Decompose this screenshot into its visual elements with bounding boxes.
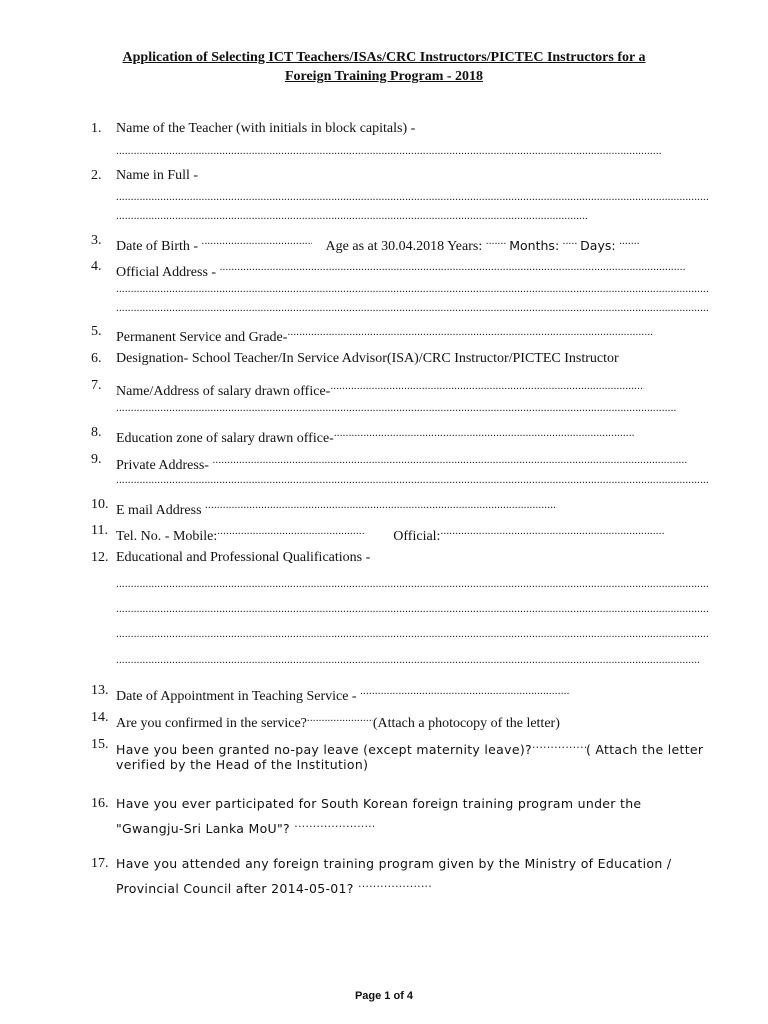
item-label-official-address: Official Address -	[116, 265, 217, 280]
item-label-private-address: Private Address-	[116, 458, 209, 473]
full-name-field-line-1[interactable]	[116, 188, 708, 206]
official-phone-label: Official:	[393, 529, 441, 544]
qualifications-field-line-2[interactable]	[116, 600, 708, 618]
item-number: 8.	[91, 425, 102, 440]
item-education-zone	[116, 424, 634, 448]
appointment-date-field[interactable]	[360, 682, 570, 700]
no-pay-leave-note: ( Attach the letter	[585, 742, 704, 757]
age-label: Age as at 30.04.2018 Years:	[325, 239, 483, 254]
item-label-teacher-name: Name of the Teacher (with initials in block capitals) -	[116, 121, 416, 136]
official-address-field-line-3[interactable]	[116, 299, 708, 317]
qualifications-field-line-4[interactable]	[116, 651, 700, 669]
salary-office-field-line-1[interactable]	[330, 377, 644, 395]
teacher-name-field[interactable]	[116, 142, 662, 160]
mou-label: "Gwangju-Sri Lanka MoU"?	[116, 821, 290, 836]
item-label-salary-office: Name/Address of salary drawn office-	[116, 384, 331, 399]
item-number: 11.	[91, 523, 108, 538]
item-number: 16.	[91, 796, 109, 811]
item-number: 4.	[91, 259, 102, 274]
item-number: 14.	[91, 710, 109, 725]
item-telephone	[116, 522, 664, 546]
age-days-field[interactable]	[619, 232, 639, 250]
form-title-line-1: Application of Selecting ICT Teachers/ISAs/CRC Instructors/PICTEC Instructors for a	[122, 50, 646, 65]
item-label-qualifications: Educational and Professional Qualifications -	[116, 550, 371, 565]
page-number: Page 1 of 4	[354, 990, 414, 1002]
education-zone-field[interactable]	[334, 424, 634, 442]
private-address-field-line-1[interactable]	[212, 451, 688, 469]
item-confirmed	[116, 709, 560, 733]
item-service-grade	[116, 323, 653, 347]
qualifications-field-line-3[interactable]	[116, 625, 708, 643]
confirmed-field[interactable]	[307, 709, 373, 727]
item-number: 9.	[91, 452, 102, 467]
item-number: 17.	[91, 856, 109, 871]
item-mou	[116, 815, 374, 838]
item-number: 15.	[91, 737, 109, 752]
provincial-council-label: Provincial Council after 2014-05-01?	[116, 881, 354, 896]
private-address-field-line-2[interactable]	[116, 471, 708, 489]
mobile-field[interactable]	[217, 522, 365, 540]
official-phone-field[interactable]	[440, 522, 664, 540]
full-name-field-line-2[interactable]	[116, 207, 588, 225]
item-label-appointment-date: Date of Appointment in Teaching Service -	[116, 689, 357, 704]
item-label-foreign-training: Have you attended any foreign training program given by the Ministry of Education /	[116, 856, 672, 871]
item-number: 10.	[91, 497, 109, 512]
age-years-field[interactable]	[486, 232, 506, 250]
no-pay-leave-note-line-2: verified by the Head of the Institution)	[116, 757, 369, 772]
official-address-field-line-2[interactable]	[116, 280, 708, 298]
item-label-email: E mail Address	[116, 503, 202, 518]
item-date-of-birth	[116, 232, 639, 256]
service-grade-field[interactable]	[287, 323, 653, 341]
official-address-field-line-1[interactable]	[220, 258, 686, 276]
form-title-line-2: Foreign Training Program - 2018	[284, 69, 484, 84]
date-of-birth-field[interactable]	[202, 232, 312, 250]
item-number: 13.	[91, 683, 109, 698]
item-label-service-grade: Permanent Service and Grade-	[116, 330, 288, 345]
age-months-label: Months:	[509, 238, 560, 253]
item-label-no-pay-leave: Have you been granted no-pay leave (except maternity leave)?	[116, 742, 532, 757]
item-number: 6.	[91, 351, 102, 366]
item-provincial-council	[116, 875, 432, 898]
item-salary-office	[116, 377, 644, 401]
item-label-designation: Designation- School Teacher/In Service Advisor(ISA)/CRC Instructor/PICTEC Instructor	[116, 351, 619, 366]
foreign-training-field[interactable]	[358, 875, 432, 893]
south-korean-program-field[interactable]	[294, 815, 374, 833]
item-label-date-of-birth: Date of Birth -	[116, 239, 199, 254]
item-label-south-korean-program: Have you ever participated for South Korean foreign training program under the	[116, 796, 642, 811]
qualifications-field-line-1[interactable]	[116, 575, 708, 593]
salary-office-field-line-2[interactable]	[116, 399, 676, 417]
item-appointment-date	[116, 682, 570, 706]
item-number: 7.	[91, 378, 102, 393]
item-number: 12.	[91, 550, 109, 565]
no-pay-leave-field[interactable]	[532, 736, 586, 754]
age-days-label: Days:	[580, 238, 616, 253]
item-number: 3.	[91, 233, 102, 248]
item-number: 5.	[91, 324, 102, 339]
item-number: 1.	[91, 121, 102, 136]
item-label-mobile: Tel. No. - Mobile:	[116, 529, 218, 544]
item-label-full-name: Name in Full -	[116, 168, 199, 183]
item-number: 2.	[91, 168, 102, 183]
item-label-education-zone: Education zone of salary drawn office-	[116, 431, 334, 446]
confirmed-note: (Attach a photocopy of the letter)	[372, 716, 560, 731]
item-official-address	[116, 258, 686, 282]
age-months-field[interactable]	[563, 232, 577, 250]
email-field[interactable]	[205, 496, 557, 514]
item-label-confirmed: Are you confirmed in the service?	[116, 716, 307, 731]
item-email	[116, 496, 557, 520]
